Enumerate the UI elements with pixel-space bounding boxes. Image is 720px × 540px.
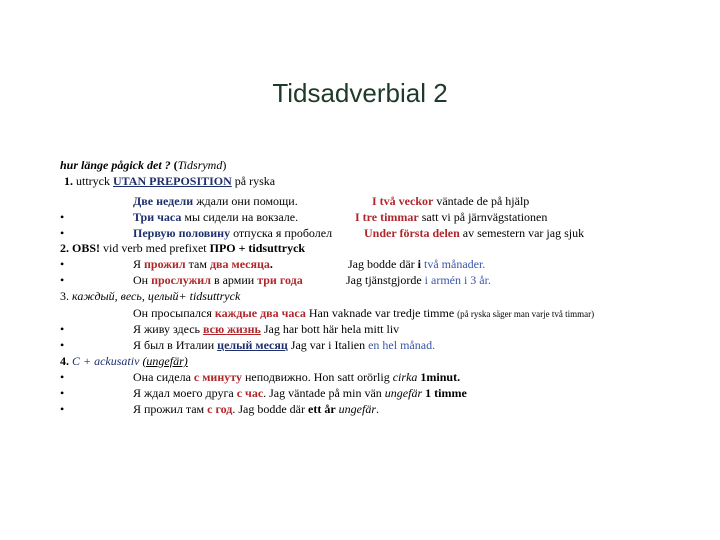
bullet: • [60, 210, 65, 224]
page-title: Tidsadverbial 2 [272, 78, 448, 108]
row-4-swedish: Jag bodde där i två månader. [348, 257, 486, 271]
bullet: • [60, 273, 65, 287]
row-5-russian: Он прослужил в армии три года [133, 273, 303, 287]
bullet: • [60, 402, 65, 416]
point-1-keyword: UTAN PREPOSITION [113, 174, 232, 188]
row-10: Я ждал моего друга с час. Jag väntade på min vän ungefär 1 timme [133, 386, 467, 400]
point-2: 2. OBS! vid verb med prefixet ПРО + tidsuttryck [60, 241, 306, 255]
bullet: • [60, 370, 65, 384]
point-3: 3. каждый, весь, целый+ tidsuttryck [60, 289, 241, 303]
heading: hur länge pågick det ? (Tidsrymd) [60, 158, 227, 172]
row-7: Я живу здесь всю жизнь Jag har bott här hela mitt liv [133, 322, 400, 336]
bullet: • [60, 226, 65, 240]
row-3-russian: Первую половину отпуска я проболел [133, 226, 333, 240]
bullet: • [60, 322, 65, 336]
row-5-swedish: Jag tjänstgjorde i armén i 3 år. [346, 273, 491, 287]
row-11: Я прожил там с год. Jag bodde där ett år ungefär. [133, 402, 379, 416]
row-3-swedish: Under första delen av semestern var jag sjuk [364, 226, 585, 240]
row-2-swedish: I tre timmar satt vi på järnvägstationen [355, 210, 548, 224]
row-8: Я был в Италии целый месяц Jag var i Italien en hel månad. [133, 338, 436, 352]
heading-tag: Tidsrymd [177, 158, 223, 172]
row-1-russian: Две недели ждали они помощи. [133, 194, 298, 208]
bullet: • [60, 338, 65, 352]
point-1: 1. uttryck UTAN PREPOSITION på ryska [64, 174, 276, 188]
row-4-russian: Я прожил там два месяца. [133, 257, 273, 271]
heading-question: hur länge pågick det ? [60, 158, 171, 172]
bullet: • [60, 386, 65, 400]
row-9: Она сидела с минуту неподвижно. Hon satt orörlig cirka 1minut. [133, 370, 461, 384]
row-1-swedish: I två veckor väntade de på hjälp [372, 194, 530, 208]
row-6: Он просыпался каждые два часа Han vaknade var tredje timme (på ryska säger man varje två timmar) [133, 306, 595, 320]
bullet: • [60, 257, 65, 271]
point-4: 4. C + ackusativ (ungefär) [60, 354, 188, 368]
row-2-russian: Три часа мы сидели на вокзале. [133, 210, 299, 224]
